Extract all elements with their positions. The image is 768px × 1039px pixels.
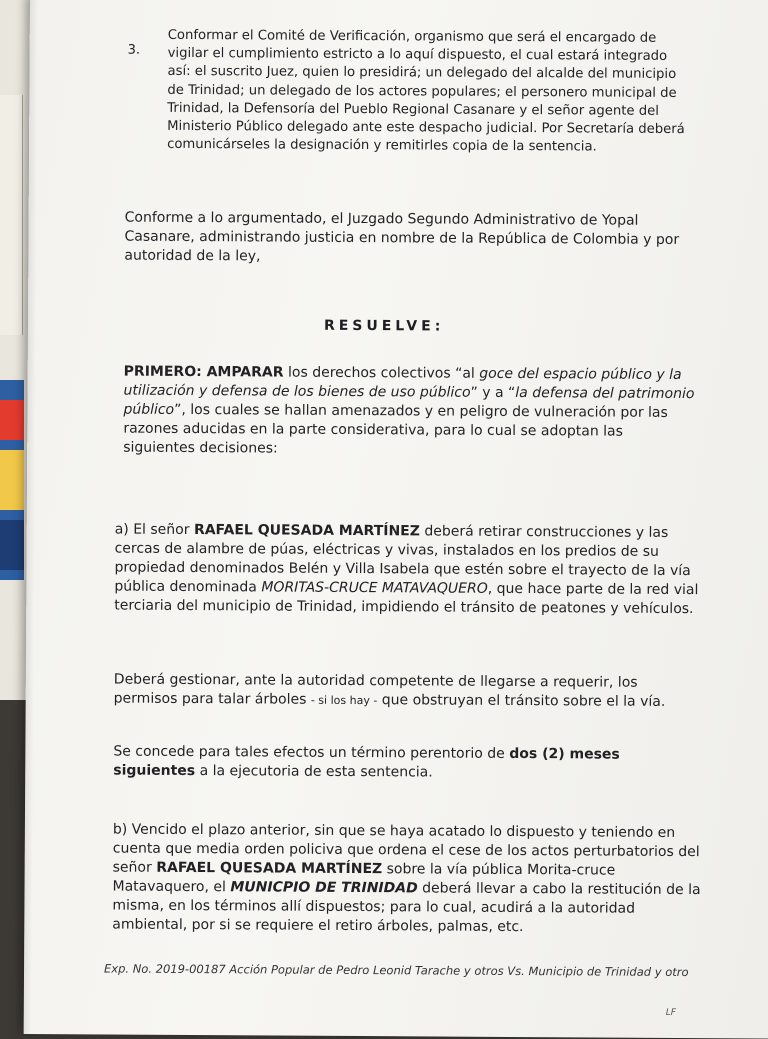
concede-text-1: Se concede para tales efectos un término perentorio de (113, 743, 510, 762)
paragraph-a (114, 521, 705, 620)
intro-paragraph: Conforme a lo argumentado, el Juzgado Segundo Administrativo de Yopal Casanare, administrando justicia en nombre de la República de Colombia y por autoridad de la ley, (124, 209, 680, 265)
document-page (24, 0, 768, 1039)
paragraph-b-text-3: deberá llevar a cabo la restitución de la misma, en los términos allí dispuestos; para lo cual, acudirá a la autoridad ambiental, por si se requiere el retiro árboles, palmas, etc. (112, 880, 701, 936)
item-3-paragraph: Conformar el Comité de Verificación, organismo que será el encargado de vigilar el cumplimiento estricto a lo aquí dispuesto, el cual estará integrado así: el suscrito Juez, quien lo presidirá; un delegado del alcalde del municipio de Trinidad; un delegado de los actores populares; el personero municipal de Trinidad, la Defensoría del Pueblo Regional Casanare y el señor agente del Ministerio Público delegado ante este despacho judicial. Por Secretaría deberá comunicárseles la designación y remitirles copia de la sentencia. (167, 27, 685, 155)
paragraph-b-name: RAFAEL QUESADA MARTÍNEZ (156, 859, 383, 878)
concede-text-2: a la ejecutoria de esta sentencia. (195, 763, 433, 781)
debera-text-2: que obstruyan el tránsito sobre el la vía. (377, 692, 666, 710)
primero-text-2: ” y a “ (470, 384, 516, 401)
paragraph-b (112, 821, 703, 939)
paragraph-a-name: RAFAEL QUESADA MARTÍNEZ (193, 522, 420, 540)
cover-band-yellow (0, 450, 24, 510)
primero-paragraph (123, 363, 699, 462)
item-number: 3. (127, 42, 141, 58)
primero-italic-1: goce del espacio público y la utilización y defensa de los bienes de uso público (123, 365, 682, 401)
paragraph-a-road: MORITAS-CRUCE MATAVAQUERO (261, 579, 488, 597)
background-paper-strip (0, 95, 23, 335)
debera-paragraph (114, 671, 704, 713)
paragraph-a-text-2: deberá retirar construcciones y las cercas de alambre de púas, eléctricas y vivas, instalados en los predios de su propiedad denominados Belén y Villa Isabela que estén sobre el trayecto de la vía pública denominada (114, 523, 691, 596)
primero-italic-2: la defensa del patrimonio público (123, 384, 695, 418)
paragraph-b-text-2: sobre la vía pública Morita-cruce Matavaquero, el (112, 861, 616, 896)
cover-band-red (0, 400, 24, 440)
debera-text-1: Deberá gestionar, ante la autoridad competente de llegarse a requerir, los permisos para talar árboles (113, 671, 638, 708)
paragraph-b-text-1: b) Vencido el plazo anterior, sin que se haya acatado lo dispuesto y teniendo en cuenta que media orden policiva que ordena el cese de los actos perturbatorios del señor (112, 821, 700, 876)
paragraph-a-text-1: a) El señor (114, 521, 195, 539)
footer-initials: LF (665, 1007, 677, 1018)
background-printed-cover (0, 380, 24, 580)
resuelve-heading: RESUELVE: (323, 317, 445, 335)
primero-text-1: los derechos colectivos “al (283, 364, 480, 382)
paragraph-a-text-3: , que hace parte de la red vial terciaria del municipio de Trinidad, impidiendo el tránsito de peatones y vehículos. (114, 580, 699, 618)
concede-paragraph (113, 743, 703, 785)
cover-band-navy (0, 520, 24, 570)
concede-bold: dos (2) meses siguientes (113, 745, 620, 780)
primero-text-3: ”, los cuales se hallan amenazados y en peligro de vulneración por las razones aducidas en la parte considerativa, para lo cual se adoptan las siguientes decisiones: (123, 401, 668, 457)
debera-small: - si los hay - (310, 693, 378, 708)
footer-case-reference: Exp. No. 2019-00187 Acción Popular de Pedro Leonid Tarache y otros Vs. Municipio de Trinidad y otro (104, 961, 689, 980)
primero-label: PRIMERO: AMPARAR (123, 363, 284, 381)
paragraph-b-municipio: MUNICPIO DE TRINIDAD (230, 879, 418, 897)
